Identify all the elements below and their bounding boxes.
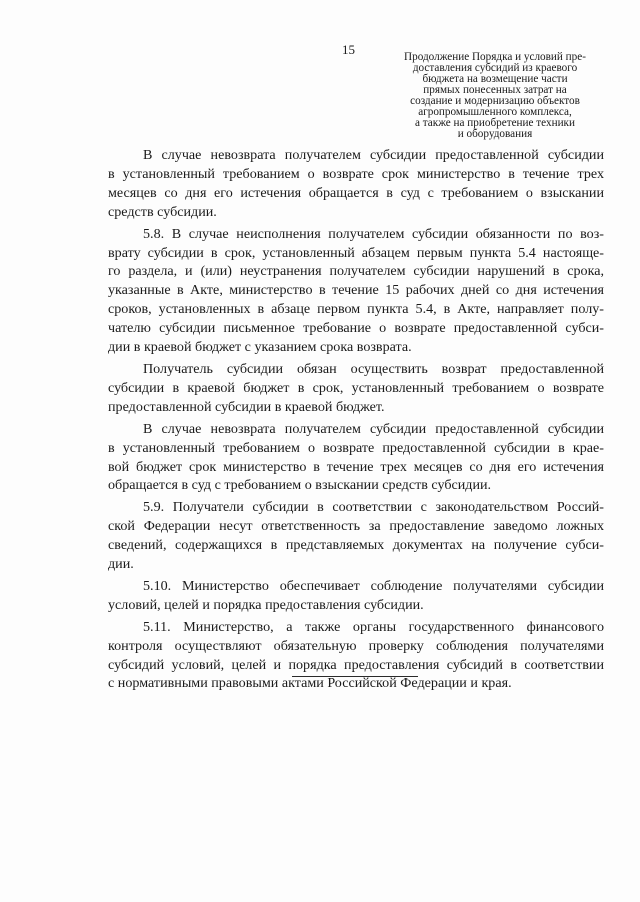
header-note-line: бюджета на возмещение части [422,73,568,85]
paragraph [108,146,604,222]
paragraph-line: в установленный требованием о возврате предоставленной субсидии в крае- [108,439,604,456]
paragraph [108,420,604,496]
paragraph-line: условий, целей и порядка предоставления субсидии. [108,596,424,613]
paragraph-line: вой бюджет срок министерство в течение трех месяцев со дня его истечения [108,458,604,475]
header-note-line: а также на приобретение техники [415,117,575,129]
paragraph-line: дии. [108,556,134,573]
paragraph-line: чателю субсидии письменное требование о возврате предоставленной субси- [108,320,604,337]
paragraph-line: сведений, содержащихся в представляемых документах на получение субси- [108,537,604,554]
paragraph-line: 5.10. Министерство обеспечивает соблюдение получателями субсидии [143,577,604,594]
paragraph-line: обращается в суд с требованием о взыскании средств субсидии. [108,477,492,494]
end-rule [292,676,418,677]
paragraph-line: 5.8. В случае неисполнения получателем субсидии обязанности по воз- [143,225,604,242]
paragraph-line: предоставленной субсидии в краевой бюджет. [108,398,385,415]
paragraph-line: 5.9. Получатели субсидии в соответствии с законодательством Россий- [143,499,604,516]
paragraph [108,360,604,417]
paragraph-line: с нормативными правовыми актами Российской Федерации и края. [108,675,512,692]
paragraph-line: Получатель субсидии обязан осуществить возврат предоставленной [143,360,604,377]
paragraph-line: ской Федерации несут ответственность за предоставление заведомо ложных [108,518,604,535]
header-note-line: доставления субсидий из краевого [412,62,578,74]
paragraph-line: месяцев со дня его истечения обращается в суд с требованием о взыскании [108,184,604,201]
paragraph-line: указанные в Акте, министерство в течение 15 рабочих дней со дня истечения [108,282,604,299]
header-note-line: Продолжение Порядка и условий пре- [404,51,586,63]
paragraph [108,618,604,694]
paragraph-line: средств субсидии. [108,203,217,220]
paragraph-line: 5.11. Министерство, а также органы государственного финансового [143,618,604,635]
header-note [390,52,600,140]
paragraph-line: в установленный требованием о возврате срок министерство в течение трех [108,165,604,182]
paragraph-line: дии в краевой бюджет с указанием срока возврата. [108,339,412,356]
paragraph-line: субсидии в краевой бюджет в срок, установленный требованием о возврате [108,379,604,396]
paragraph-line: сроков, установленных в абзаце первом пункта 5.4, в Акте, направляет полу- [108,301,604,318]
paragraph [108,498,604,574]
paragraph-line: субсидий условий, целей и порядка предоставления субсидий в соответствии [108,656,604,673]
paragraph [108,577,604,615]
paragraph-line: го раздела, и (или) неустранения получателем субсидии нарушений в срока, [108,263,604,280]
paragraph [108,225,604,357]
header-note-line: создание и модернизацию объектов [410,95,580,107]
header-note-line: прямых понесенных затрат на [423,84,567,96]
paragraph-line: контроля осуществляют обязательную проверку соблюдения получателями [108,637,604,654]
paragraph-line: В случае невозврата получателем субсидии предоставленной субсидии [143,420,604,437]
body-text [108,146,604,696]
header-note-line: и оборудования [457,128,533,140]
paragraph-line: врату субсидии в срок, установленный абзацем первым пункта 5.4 настояще- [108,244,604,261]
paragraph-line: В случае невозврата получателем субсидии предоставленной субсидии [143,147,604,163]
page-number: 15 [342,42,355,57]
header-note-line: агропромышленного комплекса, [418,106,572,118]
